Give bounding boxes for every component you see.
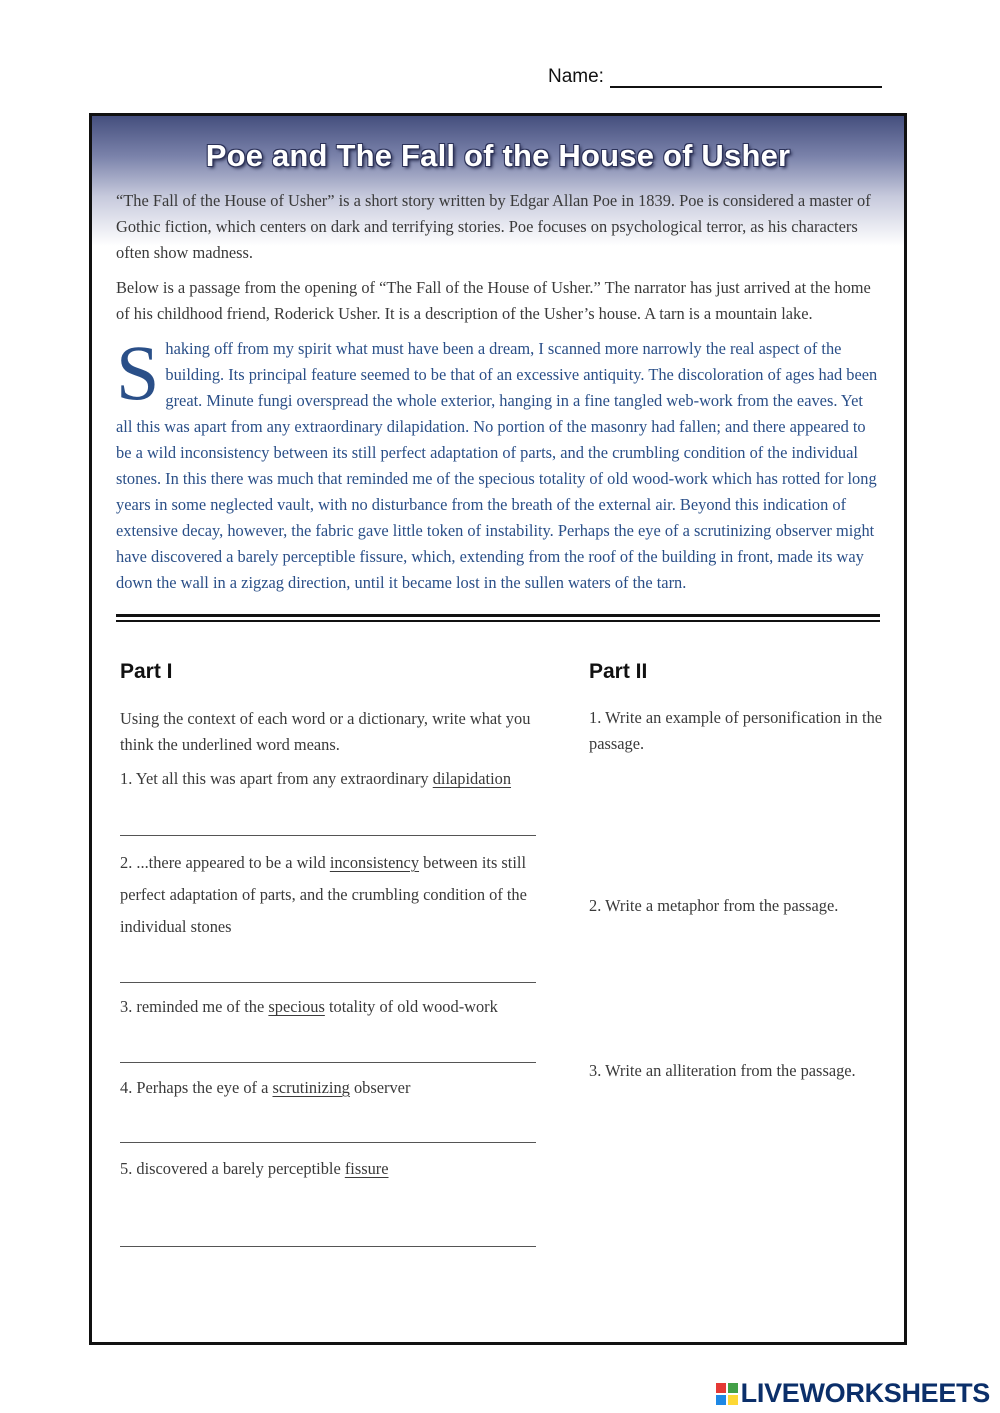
question-1-1: 1. Yet all this was apart from any extraordinary dilapidation (120, 769, 512, 788)
question-2-2: 2. Write a metaphor from the passage. (589, 896, 839, 915)
answer-line-5[interactable] (120, 1246, 536, 1247)
liveworksheets-logo (716, 1378, 990, 1409)
logo-squares-icon (716, 1383, 738, 1405)
story-passage (116, 329, 880, 596)
passage-text: haking off from my spirit what must have been a dream, I scanned more narrowly the real aspect of the building. Its principal feature seemed to be that of an excessive antiquity. The discoloration of ages had been great. Minute fungi overspread the whole exterior, hanging in a fine tangled web-work from the eaves. Yet all this was apart from any extraordinary dilapidation. No portion of the masonry had fallen; and there appeared to be a wild inconsistency between its still perfect adaptation of parts, and the crumbling condition of the individual stones. In this there was much that reminded me of the specious totality of old wood-work which has rotted for long years in some neglected vault, with no disturbance from the breath of the external air. Beyond this indication of extensive decay, however, the fabric gave little token of instability. Perhaps the eye of a scrutinizing observer might have discovered a barely perceptible fissure, which, extending from the roof of the building in front, made its way down the wall in a zigzag direction, until it became lost in the sullen waters of the tarn. (116, 339, 878, 592)
intro-paragraph-1: “The Fall of the House of Usher” is a short story written by Edgar Allan Poe in 1839. Poe is considered a master of Gothic fiction, which centers on dark and terrifying stories. Poe focuses on psychological terror, as his characters often show madness. (116, 191, 871, 262)
answer-line-1[interactable] (120, 835, 536, 836)
answer-line-4[interactable] (120, 1142, 536, 1143)
questions-section (116, 622, 883, 1222)
intro-paragraph-2: Below is a passage from the opening of “The Fall of the House of Usher.” The narrator has just arrived at the home of his childhood friend, Roderick Usher. It is a description of the Usher’s house. A tarn is a mountain lake. (116, 278, 871, 323)
section-divider (116, 614, 880, 622)
logo-text: LIVEWORKSHEETS (740, 1378, 990, 1408)
underlined-word: specious (268, 997, 325, 1016)
underlined-word: inconsistency (329, 853, 420, 872)
answer-line-3[interactable] (120, 1062, 536, 1063)
worksheet-frame (89, 113, 907, 1345)
name-label: Name: (548, 66, 604, 87)
part-1-instructions: Using the context of each word or a dictionary, write what you think the underlined word means. (120, 709, 531, 754)
question-1-2: 2. ...there appeared to be a wild inconsistency between its still perfect adaptation of parts, and the crumbling condition of the individual stones (120, 853, 527, 936)
question-1-4: 4. Perhaps the eye of a scrutinizing observer (120, 1078, 411, 1097)
name-field (548, 64, 882, 88)
question-1-5: 5. discovered a barely perceptible fissure (120, 1159, 389, 1178)
underlined-word: scrutinizing (272, 1078, 350, 1097)
question-1-3: 3. reminded me of the specious totality of old wood-work (120, 997, 498, 1016)
question-2-1: 1. Write an example of personification in the passage. (589, 708, 883, 753)
underlined-word: dilapidation (432, 769, 512, 788)
name-answer-line[interactable] (610, 64, 882, 88)
worksheet-title: Poe and The Fall of the House of Usher (205, 138, 791, 173)
question-2-3: 3. Write an alliteration from the passage. (589, 1061, 856, 1080)
underlined-word: fissure (344, 1159, 389, 1178)
part-1-heading: Part I (120, 660, 173, 683)
answer-line-2[interactable] (120, 982, 536, 983)
drop-cap: S (116, 329, 160, 416)
part-2-heading: Part II (589, 660, 648, 683)
